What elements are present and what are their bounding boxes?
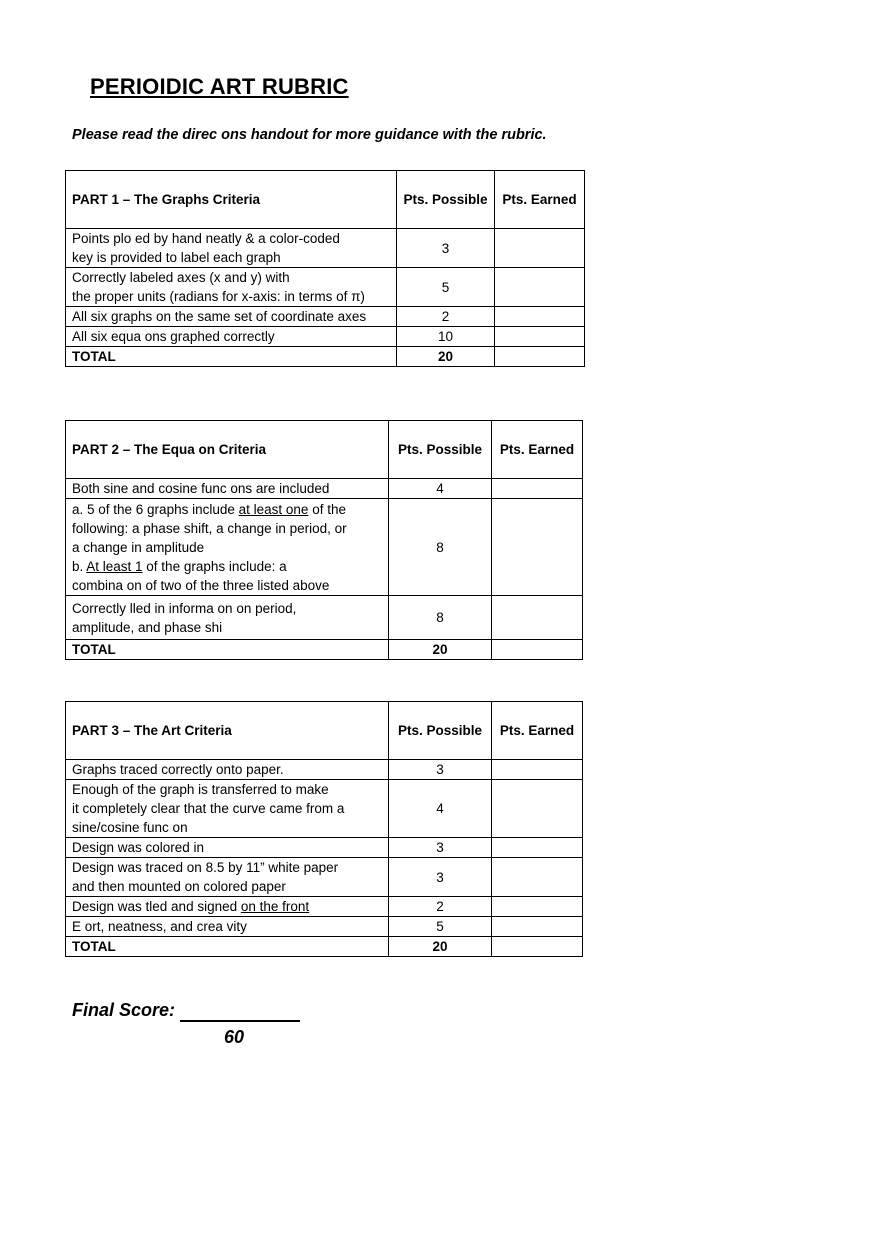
points-possible: 2	[389, 897, 492, 917]
total-label: TOTAL	[66, 640, 389, 660]
table-row	[66, 499, 583, 596]
points-possible: 4	[389, 479, 492, 499]
criterion-line: b.	[72, 558, 87, 574]
final-score-total: 60	[224, 1027, 245, 1047]
part2-header-earned: Pts. Earned	[492, 421, 583, 479]
criterion-text	[66, 596, 389, 640]
table-row	[66, 838, 583, 858]
criterion-text: All six equa ons graphed correctly	[66, 327, 397, 347]
points-possible: 5	[389, 917, 492, 937]
part2-table	[65, 420, 583, 660]
criterion-line: it completely clear that the curve came from a	[72, 801, 345, 816]
criterion-line: of the	[308, 501, 346, 517]
part1-header-earned: Pts. Earned	[495, 171, 585, 229]
part2-header-row	[66, 421, 583, 479]
criterion-text: Both sine and cosine func ons are included	[66, 479, 389, 499]
final-score-blank[interactable]	[180, 1020, 300, 1022]
total-label: TOTAL	[66, 937, 389, 957]
total-points-earned-cell[interactable]	[492, 937, 583, 957]
points-earned-cell[interactable]	[495, 229, 585, 268]
criterion-line: Design was tled and signed	[72, 899, 241, 914]
part1-header-row	[66, 171, 585, 229]
criterion-line: a change in amplitude	[72, 539, 205, 555]
criterion-line: Points plo ed by hand neatly & a color-coded	[72, 231, 340, 246]
table-row	[66, 780, 583, 838]
table-row	[66, 327, 585, 347]
part1-table	[65, 170, 585, 367]
criterion-text: E ort, neatness, and crea vity	[66, 917, 389, 937]
criterion-line: of the graphs include: a	[142, 558, 287, 574]
points-earned-cell[interactable]	[492, 760, 583, 780]
points-earned-cell[interactable]	[492, 917, 583, 937]
criterion-line: key is provided to label each graph	[72, 250, 281, 265]
points-possible: 5	[397, 268, 495, 307]
part3-table	[65, 701, 583, 957]
criterion-text	[66, 780, 389, 838]
table-row	[66, 307, 585, 327]
criterion-line: Correctly labeled axes (x and y) with	[72, 270, 290, 285]
criterion-text: All six graphs on the same set of coordinate axes	[66, 307, 397, 327]
points-earned-cell[interactable]	[492, 858, 583, 897]
table-row	[66, 897, 583, 917]
points-possible: 10	[397, 327, 495, 347]
criterion-line: sine/cosine func on	[72, 820, 188, 835]
criterion-line: following: a phase shift, a change in period, or	[72, 520, 347, 536]
part3-heading: PART 3 – The Art Criteria	[66, 702, 389, 760]
total-points-possible: 20	[397, 347, 495, 367]
criterion-text	[66, 229, 397, 268]
points-earned-cell[interactable]	[492, 596, 583, 640]
total-row	[66, 640, 583, 660]
part1-heading: PART 1 – The Graphs Criteria	[66, 171, 397, 229]
points-earned-cell[interactable]	[492, 479, 583, 499]
criterion-line: and then mounted on colored paper	[72, 879, 286, 894]
points-possible: 3	[397, 229, 495, 268]
total-points-earned-cell[interactable]	[492, 640, 583, 660]
points-earned-cell[interactable]	[495, 327, 585, 347]
points-earned-cell[interactable]	[492, 499, 583, 596]
criterion-text: Design was colored in	[66, 838, 389, 858]
points-possible: 8	[389, 596, 492, 640]
points-possible: 3	[389, 858, 492, 897]
total-row	[66, 937, 583, 957]
points-possible: 4	[389, 780, 492, 838]
criterion-line: Enough of the graph is transferred to make	[72, 782, 329, 797]
criterion-line: the proper units (radians for x-axis: in terms of π)	[72, 289, 365, 304]
points-possible: 8	[389, 499, 492, 596]
total-points-possible: 20	[389, 640, 492, 660]
total-label: TOTAL	[66, 347, 397, 367]
total-points-possible: 20	[389, 937, 492, 957]
total-points-earned-cell[interactable]	[495, 347, 585, 367]
points-earned-cell[interactable]	[492, 897, 583, 917]
part2-heading: PART 2 – The Equa on Criteria	[66, 421, 389, 479]
table-row	[66, 268, 585, 307]
criterion-text	[66, 268, 397, 307]
points-earned-cell[interactable]	[495, 268, 585, 307]
part3-header-earned: Pts. Earned	[492, 702, 583, 760]
final-score-label: Final Score:	[72, 1000, 176, 1020]
table-row	[66, 229, 585, 268]
criterion-line: Design was traced on 8.5 by 11” white paper	[72, 860, 339, 875]
table-row	[66, 760, 583, 780]
table-row	[66, 858, 583, 897]
table-row	[66, 917, 583, 937]
table-row	[66, 596, 583, 640]
criterion-text	[66, 858, 389, 897]
part2-header-possible: Pts. Possible	[389, 421, 492, 479]
points-earned-cell[interactable]	[492, 838, 583, 858]
points-possible: 2	[397, 307, 495, 327]
criterion-line: Correctly lled in informa on on period,	[72, 600, 297, 616]
part1-header-possible: Pts. Possible	[397, 171, 495, 229]
points-possible: 3	[389, 760, 492, 780]
criterion-line: a. 5 of the 6 graphs include	[72, 501, 239, 517]
points-earned-cell[interactable]	[495, 307, 585, 327]
intro-text: Please read the direc ons handout for more guidance with the rubric.	[72, 127, 547, 143]
criterion-emphasis: at least one	[238, 501, 309, 517]
criterion-line: amplitude, and phase shi	[72, 619, 223, 635]
table-row	[66, 479, 583, 499]
total-row	[66, 347, 585, 367]
page-title: PERIOIDIC ART RUBRIC	[90, 74, 349, 99]
criterion-line: combina on of two of the three listed above	[72, 577, 330, 593]
criterion-text: Graphs traced correctly onto paper.	[66, 760, 389, 780]
criterion-text	[66, 499, 389, 596]
points-possible: 3	[389, 838, 492, 858]
points-earned-cell[interactable]	[492, 780, 583, 838]
part3-header-row	[66, 702, 583, 760]
part3-header-possible: Pts. Possible	[389, 702, 492, 760]
criterion-emphasis: on the front	[240, 899, 310, 914]
criterion-text	[66, 897, 389, 917]
criterion-emphasis: At least 1	[86, 558, 143, 574]
